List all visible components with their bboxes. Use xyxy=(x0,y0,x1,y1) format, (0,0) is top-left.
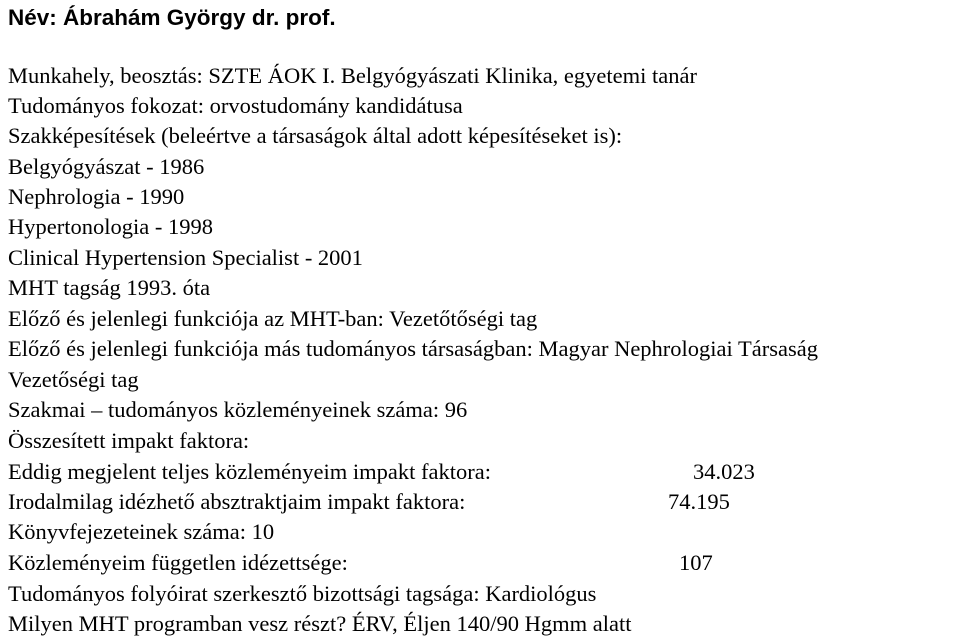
other-society-role-line: Vezetőségi tag xyxy=(8,367,139,392)
degree-line: Tudományos fokozat: orvostudomány kandidátusa xyxy=(8,93,463,118)
citations-value: 107 xyxy=(679,550,713,575)
mht-function-line: Előző és jelenlegi funkciója az MHT-ban: Vezetőtőségi tag xyxy=(8,306,538,331)
qualifications-heading: Szakképesítések (beleértve a társaságok által adott képesítéseket is): xyxy=(8,123,623,148)
impact-full-label: Eddig megjelent teljes közleményeim impakt faktora: xyxy=(8,459,491,484)
qualification-hypertension-specialist: Clinical Hypertension Specialist - 2001 xyxy=(8,245,363,270)
workplace-line: Munkahely, beosztás: SZTE ÁOK I. Belgyógyászati Klinika, egyetemi tanár xyxy=(8,63,697,88)
mht-program-line: Milyen MHT programban vesz részt? ÉRV, Éljen 140/90 Hgmm alatt xyxy=(8,611,632,636)
publications-count-line: Szakmai – tudományos közleményeinek száma: 96 xyxy=(8,397,468,422)
impact-factor-heading: Összesített impakt faktora: xyxy=(8,428,250,453)
qualification-internal-medicine: Belgyógyászat - 1986 xyxy=(8,154,205,179)
editorial-board-line: Tudományos folyóirat szerkesztő bizottsági tagsága: Kardiológus xyxy=(8,581,597,606)
citations-label: Közleményeim független idézettsége: xyxy=(8,550,348,575)
mht-membership-line: MHT tagság 1993. óta xyxy=(8,275,211,300)
name-heading: Név: Ábrahám György dr. prof. xyxy=(8,5,336,30)
impact-abstract-label: Irodalmilag idézhető absztraktjaim impakt faktora: xyxy=(8,489,466,514)
book-chapters-line: Könyvfejezeteinek száma: 10 xyxy=(8,519,275,544)
qualification-nephrology: Nephrologia - 1990 xyxy=(8,184,185,209)
impact-full-value: 34.023 xyxy=(693,459,755,484)
impact-abstract-value: 74.195 xyxy=(668,489,730,514)
qualification-hypertonology: Hypertonologia - 1998 xyxy=(8,214,213,239)
other-society-function-line: Előző és jelenlegi funkciója más tudományos társaságban: Magyar Nephrologiai Társaság xyxy=(8,336,818,361)
